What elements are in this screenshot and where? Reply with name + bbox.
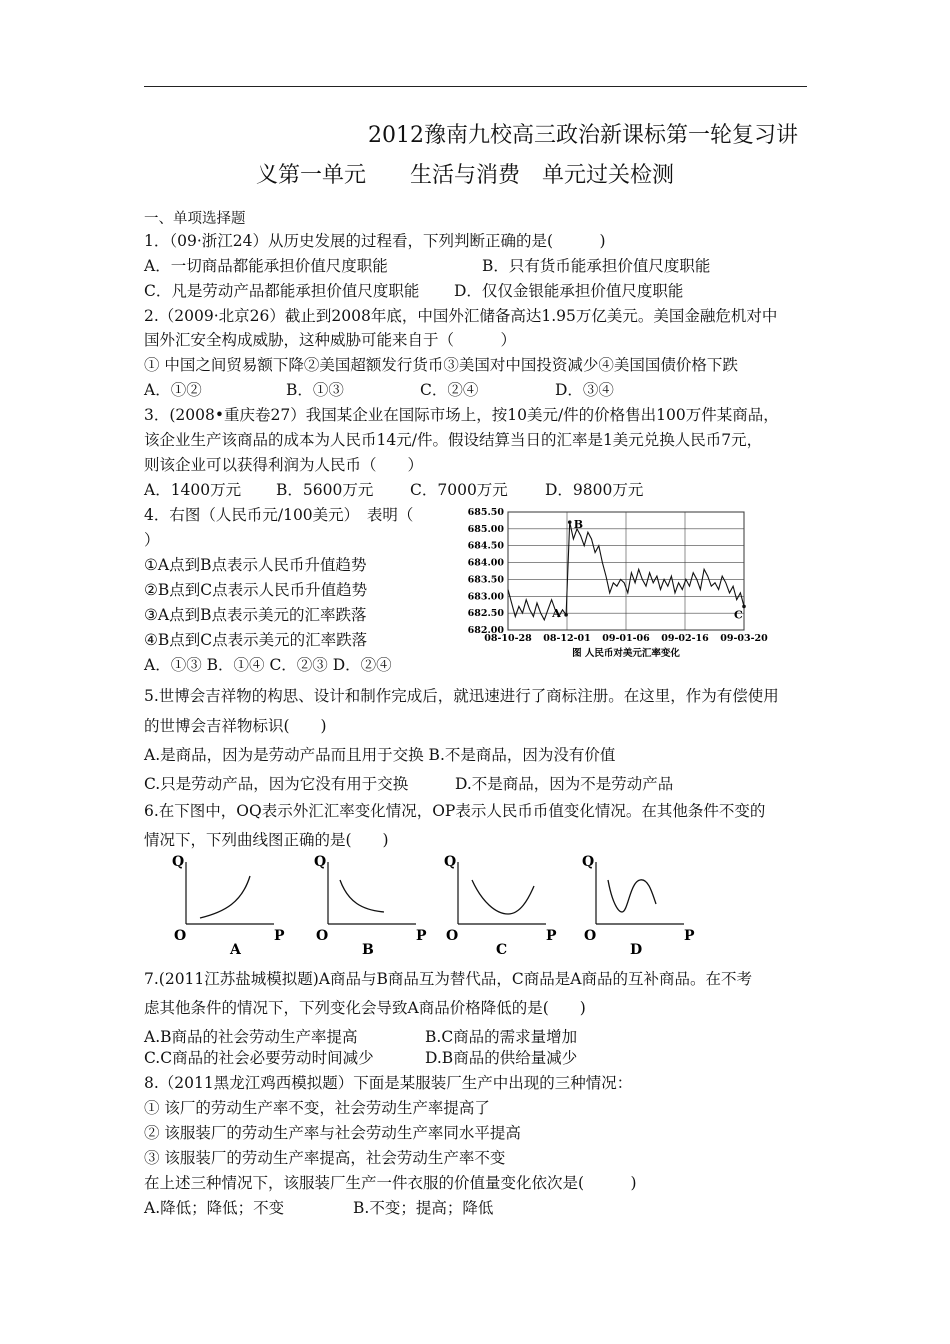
q8-option-a: A.降低；降低；不变 [144, 1199, 285, 1217]
q1-option-c: C．凡是劳动产品都能承担价值尺度职能 [144, 282, 420, 300]
q6-stem-2: 情况下，下列曲线图正确的是( ) [144, 831, 389, 849]
curve-a [200, 876, 250, 918]
q6-graph-d [582, 854, 695, 958]
q8-stem: 8.（2011黑龙江鸡西模拟题）下面是某服装厂生产中出现的三种情况： [144, 1074, 633, 1092]
q7-stem-1: 7.(2011江苏盐城模拟题)A商品与B商品互为替代品，C商品是A商品的互补商品。在不考 [144, 970, 752, 988]
q3-option-a: A．1400万元 [144, 481, 242, 499]
q5-option-d: D.不是商品，因为不是劳动产品 [455, 775, 674, 793]
q2-option-b: B．①③ [286, 381, 344, 399]
q7-option-b: B.C商品的需求量增加 [425, 1028, 578, 1046]
q6-graph-c [444, 854, 557, 958]
x-tick-label: 09-02-16 [661, 633, 709, 644]
q4-stem-1: 4．右图（人民币元/100美元） 表明（ [144, 506, 414, 524]
q6-graph-b [314, 854, 427, 958]
point-marker [564, 613, 568, 617]
y-tick-label: 685.00 [467, 523, 504, 535]
graph-c-o: O [446, 928, 459, 944]
q8-item-1: ① 该厂的劳动生产率不变，社会劳动生产率提高了 [144, 1099, 490, 1117]
curve-b [340, 880, 384, 912]
q5-option-c: C.只是劳动产品，因为它没有用于交换 [144, 775, 409, 793]
q3-stem-1: 3．(2008•重庆卷27）我国某企业在国际市场上，按10美元/件的价格售出100万件某商品， [144, 406, 779, 424]
graph-a-p: P [274, 928, 285, 944]
graph-d-o: O [584, 928, 597, 944]
section-heading: 一、单项选择题 [144, 211, 246, 227]
q6-graphs [160, 852, 700, 960]
q2-option-d: D．③④ [555, 381, 614, 399]
q1-option-a: A．一切商品都能承担价值尺度职能 [144, 257, 388, 275]
q4-item-4: ④B点到C点表示美元的汇率跌落 [144, 631, 368, 649]
q5-stem-2: 的世博会吉祥物标识( ) [144, 717, 327, 735]
title-line-2: 义第一单元 生活与消费 单元过关检测 [256, 163, 675, 188]
q8-option-b: B.不变；提高；降低 [353, 1199, 494, 1217]
q2-stem-2: 国外汇安全构成威胁，这种威胁可能来自于（ ） [144, 331, 517, 349]
point-marker [568, 520, 572, 524]
x-tick-label: 08-12-01 [543, 633, 591, 644]
y-tick-label: 682.00 [467, 625, 504, 636]
graph-a-label: A [230, 942, 241, 958]
graph-b-o: O [316, 928, 329, 944]
graph-b-q: Q [314, 854, 327, 870]
q3-stem-2: 该企业生产该商品的成本为人民币14元/件。假设结算当日的汇率是1美元兑换人民币7元， [144, 431, 763, 449]
q3-option-b: B．5600万元 [276, 481, 374, 499]
header-rule [144, 86, 807, 87]
chart-caption: 图 人民币对美元汇率变化 [572, 648, 680, 659]
q4-item-2: ②B点到C点表示人民币升值趋势 [144, 581, 368, 599]
q5-options-ab: A.是商品，因为是劳动产品而且用于交换 B.不是商品，因为没有价值 [144, 746, 616, 764]
title-line-1: 2012豫南九校高三政治新课标第一轮复习讲 [368, 123, 798, 148]
y-tick-label: 684.50 [467, 540, 504, 552]
graph-a-o: O [174, 928, 187, 944]
q4-item-3: ③A点到B点表示美元的汇率跌落 [144, 606, 367, 624]
y-tick-label: 684.00 [467, 557, 504, 569]
x-tick-label: 09-01-06 [602, 633, 650, 644]
y-tick-label: 683.50 [467, 574, 504, 586]
q3-option-c: C．7000万元 [410, 481, 508, 499]
q4-options: A．①③ B．①④ C．②③ D．②④ [144, 656, 392, 674]
graph-b-label: B [362, 942, 374, 958]
q7-stem-2: 虑其他条件的情况下，下列变化会导致A商品价格降低的是( ) [144, 999, 586, 1017]
q4-stem-2: ） [144, 531, 160, 549]
graph-b-p: P [416, 928, 427, 944]
q1-option-b: B．只有货币能承担价值尺度职能 [482, 257, 711, 275]
graph-d-p: P [684, 928, 695, 944]
graph-c-q: Q [444, 854, 457, 870]
q2-items: ① 中国之间贸易额下降②美国超额发行货币③美国对中国投资减少④美国国债价格下跌 [144, 356, 738, 374]
q7-option-c: C.C商品的社会必要劳动时间减少 [144, 1049, 374, 1067]
y-tick-label: 683.00 [467, 591, 504, 603]
q8-item-3: ③ 该服装厂的劳动生产率提高，社会劳动生产率不变 [144, 1149, 506, 1167]
q6-stem-1: 6.在下图中，OQ表示外汇汇率变化情况，OP表示人民币币值变化情况。在其他条件不变的 [144, 802, 766, 820]
q1-stem: 1．（09·浙江24）从历史发展的过程看，下列判断正确的是( ) [144, 232, 606, 250]
q4-item-1: ①A点到B点表示人民币升值趋势 [144, 556, 367, 574]
q6-graph-a [172, 854, 285, 958]
x-tick-label: 08-10-28 [484, 633, 532, 644]
graph-c-p: P [546, 928, 557, 944]
graph-d-label: D [630, 942, 643, 958]
graph-d-q: Q [582, 854, 595, 870]
curve-d [608, 880, 656, 912]
q3-option-d: D．9800万元 [545, 481, 644, 499]
point-label: B [573, 518, 584, 532]
exchange-rate-chart [456, 503, 786, 663]
q8-question: 在上述三种情况下，该服装厂生产一件衣服的价值量变化依次是( ) [144, 1174, 637, 1192]
q3-stem-3: 则该企业可以获得利润为人民币（ ） [144, 456, 424, 474]
q7-option-a: A.B商品的社会劳动生产率提高 [144, 1028, 358, 1046]
q1-option-d: D．仅仅金银能承担价值尺度职能 [454, 282, 684, 300]
q2-stem-1: 2.（2009·北京26）截止到2008年底，中国外汇储备高达1.95万亿美元。美国金融危机对中 [144, 307, 778, 325]
q5-stem-1: 5.世博会吉祥物的构思、设计和制作完成后，就迅速进行了商标注册。在这里，作为有偿使用 [144, 687, 779, 705]
q7-option-d: D.B商品的供给量减少 [425, 1049, 578, 1067]
x-tick-label: 09-03-20 [720, 633, 768, 644]
graph-a-q: Q [172, 854, 185, 870]
point-label: A [552, 606, 561, 620]
graph-c-label: C [496, 942, 508, 958]
point-label: C [734, 608, 743, 622]
q2-option-a: A．①② [144, 381, 202, 399]
y-tick-label: 685.50 [467, 507, 504, 518]
q8-item-2: ② 该服装厂的劳动生产率与社会劳动生产率同水平提高 [144, 1124, 521, 1142]
q2-option-c: C．②④ [420, 381, 479, 399]
curve-c [472, 880, 534, 914]
y-tick-label: 682.50 [467, 608, 504, 620]
